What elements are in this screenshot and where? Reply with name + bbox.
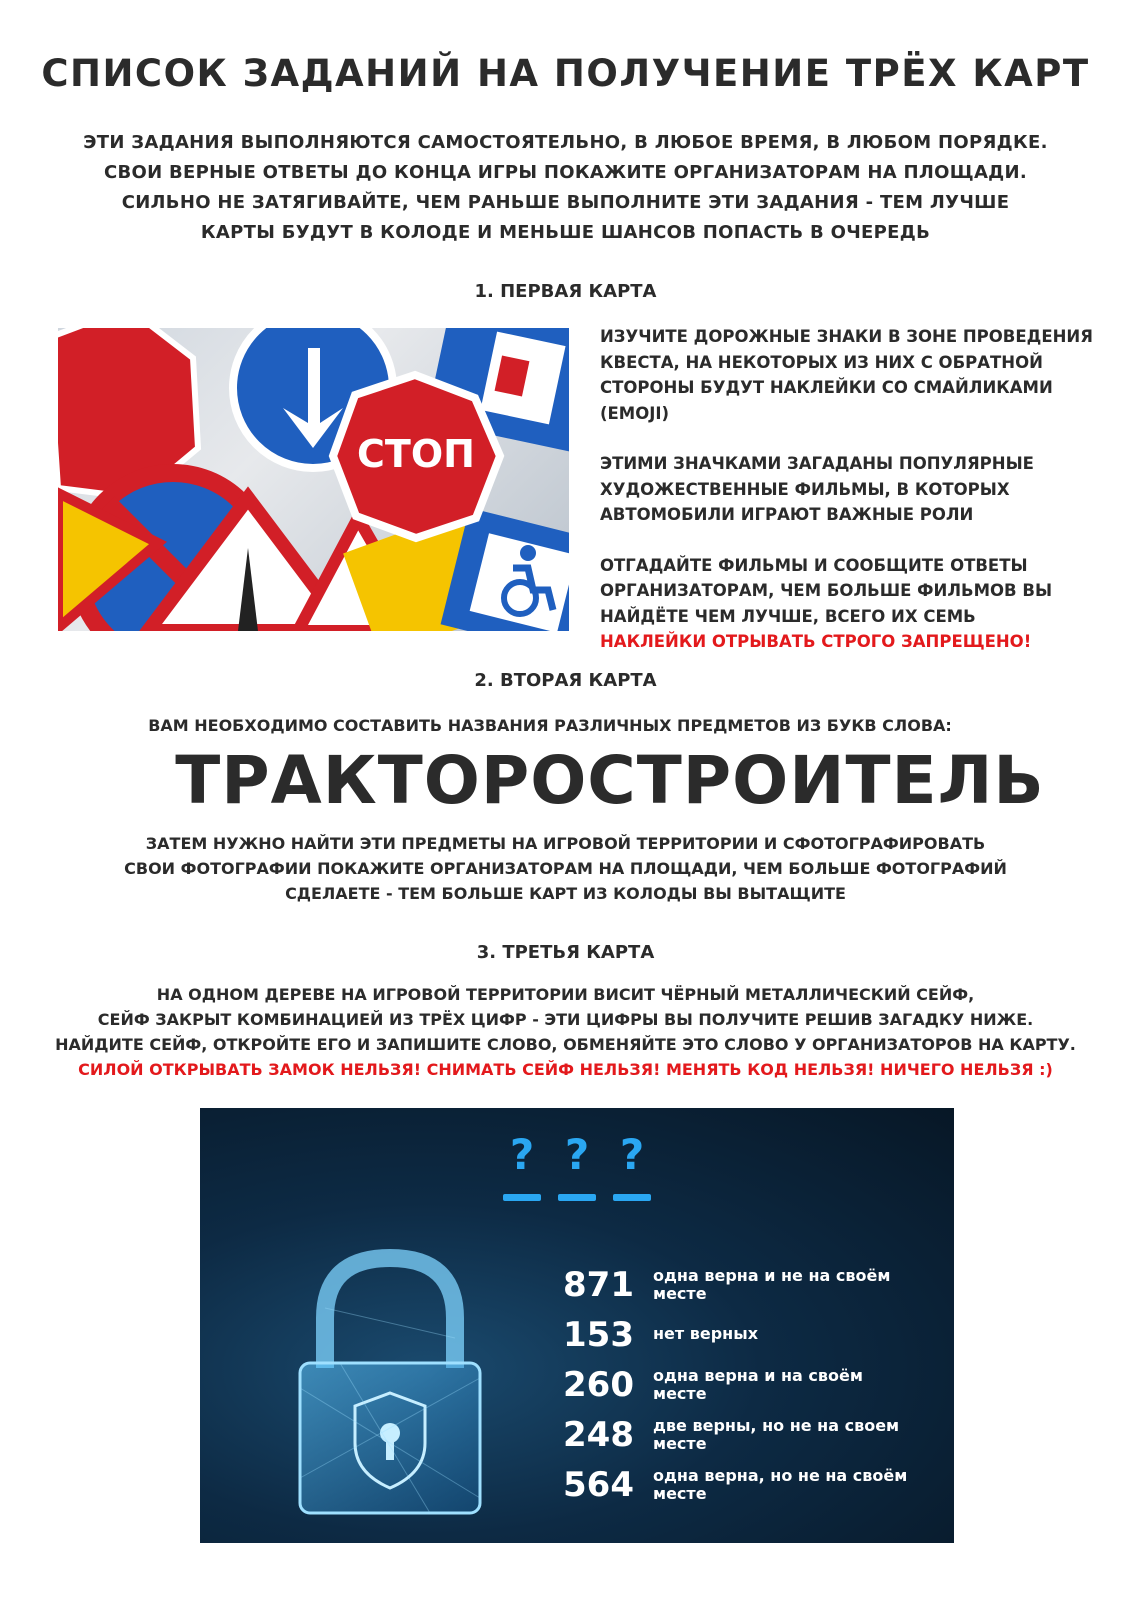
hint-text: одна верна, но не на своём месте — [653, 1466, 908, 1503]
digit-underline — [503, 1194, 541, 1201]
card1-warning: НАКЛЕЙКИ ОТРЫВАТЬ СТРОГО ЗАПРЕЩЕНО! — [600, 632, 1032, 651]
card2-heading: 2. ВТОРАЯ КАРТА — [474, 670, 657, 691]
card3-line: СЕЙФ ЗАКРЫТ КОМБИНАЦИЕЙ ИЗ ТРЁХ ЦИФР - ЭТИ ЦИФРЫ ВЫ ПОЛУЧИТЕ РЕШИВ ЗАГАДКУ НИЖЕ. — [97, 1010, 1034, 1029]
lock-puzzle-image — [200, 1108, 954, 1543]
card2-word: ТРАКТОРОСТРОИТЕЛЬ — [175, 742, 1045, 819]
intro-line: ЭТИ ЗАДАНИЯ ВЫПОЛНЯЮТСЯ САМОСТОЯТЕЛЬНО, В ЛЮБОЕ ВРЕМЯ, В ЛЮБОМ ПОРЯДКЕ. — [83, 132, 1048, 153]
digit-underline — [558, 1194, 596, 1201]
card1-line: ИЗУЧИТЕ ДОРОЖНЫЕ ЗНАКИ В ЗОНЕ ПРОВЕДЕНИЯ — [600, 327, 1093, 346]
card2-line: ЗАТЕМ НУЖНО НАЙТИ ЭТИ ПРЕДМЕТЫ НА ИГРОВОЙ ТЕРРИТОРИИ И СФОТОГРАФИРОВАТЬ — [145, 834, 986, 853]
card2-line: СДЕЛАЕТЕ - ТЕМ БОЛЬШЕ КАРТ ИЗ КОЛОДЫ ВЫ ВЫТАЩИТЕ — [285, 884, 846, 903]
hint-text: нет верных — [653, 1324, 759, 1343]
card3-warning: СИЛОЙ ОТКРЫВАТЬ ЗАМОК НЕЛЬЗЯ! СНИМАТЬ СЕЙФ НЕЛЬЗЯ! МЕНЯТЬ КОД НЕЛЬЗЯ! НИЧЕГО НЕЛЬЗЯ :) — [78, 1060, 1053, 1079]
hint-text: одна верна и не на своём месте — [653, 1266, 891, 1303]
card3-line: НАЙДИТЕ СЕЙФ, ОТКРОЙТЕ ЕГО И ЗАПИШИТЕ СЛОВО, ОБМЕНЯЙТЕ ЭТО СЛОВО У ОРГАНИЗАТОРОВ НА КАРТУ. — [55, 1035, 1076, 1054]
card1-paragraph — [600, 451, 1120, 528]
question-mark: ? — [509, 1130, 535, 1179]
padlock-icon — [280, 1248, 500, 1533]
hint-text: две верны, но не на своем месте — [653, 1416, 900, 1453]
hint-code: 260 — [563, 1365, 634, 1405]
card1-line: ОРГАНИЗАТОРАМ, ЧЕМ БОЛЬШЕ ФИЛЬМОВ ВЫ — [600, 581, 1053, 600]
question-mark: ? — [564, 1130, 590, 1179]
code-placeholder — [502, 1130, 662, 1210]
card1-line: НАЙДЁТЕ ЧЕМ ЛУЧШЕ, ВСЕГО ИХ СЕМЬ — [600, 606, 976, 626]
card3-line: НА ОДНОМ ДЕРЕВЕ НА ИГРОВОЙ ТЕРРИТОРИИ ВИСИТ ЧЁРНЫЙ МЕТАЛЛИЧЕСКИЙ СЕЙФ, — [156, 985, 975, 1004]
page-title: СПИСОК ЗАДАНИЙ НА ПОЛУЧЕНИЕ ТРЁХ КАРТ — [41, 52, 1090, 95]
intro-line: СИЛЬНО НЕ ЗАТЯГИВАЙТЕ, ЧЕМ РАНЬШЕ ВЫПОЛНИТЕ ЭТИ ЗАДАНИЯ - ТЕМ ЛУЧШЕ — [121, 192, 1010, 213]
hint-text: одна верна и на своём месте — [653, 1366, 863, 1403]
card2-instruction: ВАМ НЕОБХОДИМО СОСТАВИТЬ НАЗВАНИЯ РАЗЛИЧНЫХ ПРЕДМЕТОВ ИЗ БУКВ СЛОВА: — [148, 716, 952, 735]
hint-code: 153 — [563, 1315, 634, 1355]
card1-line: ЭТИМИ ЗНАЧКАМИ ЗАГАДАНЫ ПОПУЛЯРНЫЕ — [600, 454, 1034, 473]
hint-row — [563, 1463, 943, 1511]
intro-line: СВОИ ВЕРНЫЕ ОТВЕТЫ ДО КОНЦА ИГРЫ ПОКАЖИТЕ ОРГАНИЗАТОРАМ НА ПЛОЩАДИ. — [103, 162, 1028, 183]
intro-line: КАРТЫ БУДУТ В КОЛОДЕ И МЕНЬШЕ ШАНСОВ ПОПАСТЬ В ОЧЕРЕДЬ — [200, 222, 931, 243]
hint-code: 871 — [563, 1265, 634, 1305]
card1-line: АВТОМОБИЛИ ИГРАЮТ ВАЖНЫЕ РОЛИ — [600, 505, 974, 524]
card2-line: СВОИ ФОТОГРАФИИ ПОКАЖИТЕ ОРГАНИЗАТОРАМ НА ПЛОЩАДИ, ЧЕМ БОЛЬШЕ ФОТОГРАФИЙ — [124, 859, 1007, 878]
card1-description — [600, 324, 1120, 655]
hint-code: 564 — [563, 1465, 634, 1505]
card1-line: СТОРОНЫ БУДУТ НАКЛЕЙКИ СО СМАЙЛИКАМИ (EMOJI) — [600, 378, 1053, 423]
road-signs-illustration — [58, 328, 569, 631]
card1-line: КВЕСТА, НА НЕКОТОРЫХ ИЗ НИХ С ОБРАТНОЙ — [600, 352, 1043, 372]
card1-heading: 1. ПЕРВАЯ КАРТА — [474, 281, 657, 302]
card3-heading: 3. ТРЕТЬЯ КАРТА — [476, 942, 655, 963]
hint-row — [563, 1413, 943, 1461]
digit-underline — [613, 1194, 651, 1201]
stop-sign-text: СТОП — [357, 432, 475, 476]
hint-code: 248 — [563, 1415, 634, 1455]
card1-paragraph — [600, 553, 1120, 655]
road-signs-image — [58, 328, 569, 631]
card1-line: ОТГАДАЙТЕ ФИЛЬМЫ И СООБЩИТЕ ОТВЕТЫ — [600, 555, 1028, 575]
card1-paragraph — [600, 324, 1120, 426]
hint-row — [563, 1313, 943, 1361]
card1-line: ХУДОЖЕСТВЕННЫЕ ФИЛЬМЫ, В КОТОРЫХ — [600, 479, 1010, 499]
hint-row — [563, 1363, 943, 1411]
hint-row — [563, 1263, 943, 1311]
question-mark: ? — [619, 1130, 645, 1179]
